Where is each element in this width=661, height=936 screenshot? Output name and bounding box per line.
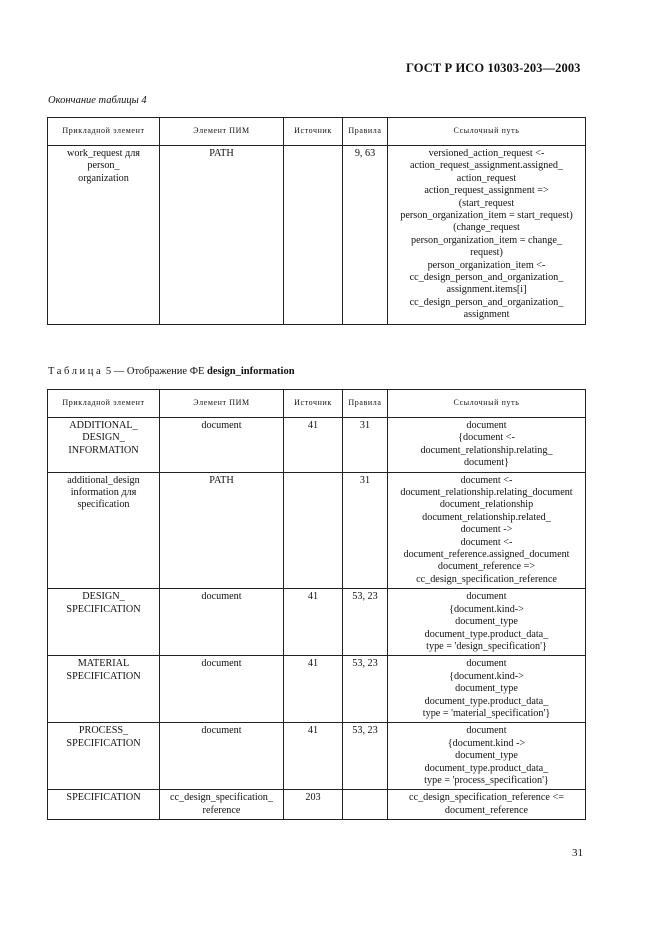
app-element-cell-line: PROCESS_ <box>78 725 129 737</box>
ref-path-cell <box>388 472 586 589</box>
app-element-cell <box>48 656 160 723</box>
ref-path-cell-line: document_type <box>455 750 518 762</box>
ref-path-cell-line: document} <box>463 457 510 469</box>
table-header-row <box>48 390 586 418</box>
rules-cell: 9, 63 <box>343 146 388 325</box>
ref-path-cell-line: document_type.product_data_ <box>424 762 549 774</box>
ref-path-cell-line: assignment <box>463 309 510 321</box>
col-header-source: Источник <box>284 118 343 146</box>
ref-path-cell-line: type = 'material_specification'} <box>422 707 551 719</box>
table-4 <box>47 117 586 325</box>
ref-path-cell-line: document_relationship.related_ <box>422 511 551 523</box>
app-element-cell-line: DESIGN_ <box>82 432 125 444</box>
table-row <box>48 723 586 790</box>
ref-path-cell-line: cc_design_person_and_organization_ <box>409 272 564 284</box>
table-5 <box>47 389 586 820</box>
ref-path-cell-line: document <box>466 420 507 431</box>
rules-cell: 31 <box>343 418 388 473</box>
app-element-cell-line: specification <box>77 499 130 511</box>
source-cell <box>284 472 343 589</box>
ref-path-cell-line: {document.kind-> <box>449 603 524 615</box>
ref-path-cell-line: document_reference.assigned_document <box>403 549 570 561</box>
rules-cell: 53, 23 <box>343 723 388 790</box>
ref-path-cell-line: document_relationship <box>439 499 534 511</box>
col-header-app-element: Прикладной элемент <box>48 390 160 418</box>
ref-path-cell-line: document_type <box>455 683 518 695</box>
ref-path-cell <box>388 146 586 325</box>
table5-caption-label: Таблица <box>48 366 104 377</box>
app-element-cell-line: SPECIFICATION <box>66 670 141 682</box>
pim-element-cell-line: document <box>201 725 242 737</box>
ref-path-cell-line: document_relationship.relating_document <box>400 487 573 499</box>
ref-path-cell-line: versioned_action_request <- <box>428 148 545 159</box>
table-row <box>48 656 586 723</box>
table-row <box>48 418 586 473</box>
ref-path-cell-line: document_relationship.relating_ <box>420 444 553 456</box>
pim-element-cell <box>160 472 284 589</box>
ref-path-cell-line: document -> <box>460 524 513 536</box>
app-element-cell-line: work_request для <box>67 148 140 159</box>
source-cell: 203 <box>284 790 343 820</box>
app-element-cell <box>48 723 160 790</box>
app-element-cell <box>48 418 160 473</box>
table5-caption-text: 5 — Отображение ФЕ <box>103 366 208 377</box>
app-element-cell-line: additional_design <box>67 474 140 486</box>
source-cell <box>284 146 343 325</box>
rules-cell <box>343 790 388 820</box>
col-header-ref-path: Ссылочный путь <box>388 390 586 418</box>
pim-element-cell <box>160 589 284 656</box>
ref-path-cell-line: document <box>466 591 507 603</box>
ref-path-cell-line: {document.kind -> <box>447 737 526 749</box>
table-header-row <box>48 118 586 146</box>
pim-element-cell-line: cc_design_specification_ <box>170 792 273 804</box>
rules-cell: 53, 23 <box>343 656 388 723</box>
ref-path-cell <box>388 418 586 473</box>
pim-element-cell-line: PATH <box>209 474 234 486</box>
ref-path-cell-line: (start_request <box>458 197 515 209</box>
page-number: 31 <box>572 847 583 859</box>
source-cell: 41 <box>284 589 343 656</box>
app-element-cell-line: MATERIAL <box>77 658 130 670</box>
ref-path-cell-line: action_request_assignment => <box>424 185 549 197</box>
ref-path-cell <box>388 656 586 723</box>
app-element-cell-line: SPECIFICATION <box>66 737 141 749</box>
ref-path-cell-line: document_type.product_data_ <box>424 628 549 640</box>
app-element-cell-line: SPECIFICATION <box>66 792 141 804</box>
ref-path-cell-line: document <box>466 725 507 737</box>
ref-path-cell-line: cc_design_specification_reference <box>416 573 557 585</box>
app-element-cell <box>48 790 160 820</box>
ref-path-cell-line: document_reference <box>444 804 529 816</box>
source-cell: 41 <box>284 656 343 723</box>
table-row <box>48 146 586 325</box>
pim-element-cell <box>160 723 284 790</box>
document-header: ГОСТ Р ИСО 10303-203—2003 <box>406 61 581 75</box>
table4-caption: Окончание таблицы 4 <box>48 95 147 106</box>
ref-path-cell-line: {document.kind-> <box>449 670 524 682</box>
pim-element-cell <box>160 146 284 325</box>
source-cell: 41 <box>284 418 343 473</box>
pim-element-cell <box>160 790 284 820</box>
ref-path-cell-line: document <- <box>460 536 513 548</box>
col-header-app-element: Прикладной элемент <box>48 118 160 146</box>
ref-path-cell-line: type = 'process_specification'} <box>424 774 549 786</box>
ref-path-cell-line: document_type.product_data_ <box>424 695 549 707</box>
col-header-ref-path: Ссылочный путь <box>388 118 586 146</box>
rules-cell: 53, 23 <box>343 589 388 656</box>
table5-caption <box>48 366 295 377</box>
app-element-cell-line: INFORMATION <box>68 444 139 456</box>
table-row <box>48 790 586 820</box>
ref-path-cell <box>388 723 586 790</box>
ref-path-cell-line: document <- <box>460 474 513 486</box>
app-element-cell <box>48 472 160 589</box>
app-element-cell-line: SPECIFICATION <box>66 603 141 615</box>
ref-path-cell-line: document <box>466 658 507 670</box>
ref-path-cell-line: request) <box>470 247 503 259</box>
col-header-pim-element: Элемент ПИМ <box>160 390 284 418</box>
ref-path-cell-line: action_request_assignment.assigned_ <box>409 160 564 172</box>
ref-path-cell-line: person_organization_item <- <box>427 259 546 271</box>
ref-path-cell-line: cc_design_specification_reference <= <box>409 792 564 804</box>
rules-cell: 31 <box>343 472 388 589</box>
app-element-cell-line: DESIGN_ <box>82 591 125 603</box>
app-element-cell <box>48 146 160 325</box>
ref-path-cell-line: person_organization_item = change_ <box>411 234 562 246</box>
table5-caption-entity: design_information <box>207 366 295 377</box>
ref-path-cell-line: action_request <box>456 172 517 184</box>
col-header-pim-element: Элемент ПИМ <box>160 118 284 146</box>
col-header-rules: Правила <box>343 390 388 418</box>
pim-element-cell-line: document <box>201 591 242 603</box>
app-element-cell-line: information для <box>70 487 137 499</box>
pim-element-cell-line: document <box>201 658 242 670</box>
ref-path-cell-line: person_organization_item = start_request) <box>400 210 573 222</box>
col-header-source: Источник <box>284 390 343 418</box>
pim-element-cell-line: reference <box>202 804 241 816</box>
table-row <box>48 589 586 656</box>
ref-path-cell-line: (change_request <box>453 222 520 234</box>
pim-element-cell <box>160 656 284 723</box>
ref-path-cell-line: {document <- <box>458 432 515 444</box>
ref-path-cell-line: type = 'design_specification'} <box>426 640 547 652</box>
app-element-cell-line: person_ <box>87 160 120 172</box>
app-element-cell <box>48 589 160 656</box>
pim-element-cell-line: document <box>201 420 242 431</box>
app-element-cell-line: organization <box>78 172 129 184</box>
pim-element-cell-line: PATH <box>209 148 234 159</box>
ref-path-cell <box>388 790 586 820</box>
ref-path-cell-line: assignment.items[i] <box>446 284 527 296</box>
col-header-rules: Правила <box>343 118 388 146</box>
pim-element-cell <box>160 418 284 473</box>
ref-path-cell <box>388 589 586 656</box>
source-cell: 41 <box>284 723 343 790</box>
ref-path-cell-line: cc_design_person_and_organization_ <box>409 296 564 308</box>
table-row <box>48 472 586 589</box>
ref-path-cell-line: document_reference => <box>437 561 536 573</box>
app-element-cell-line: ADDITIONAL_ <box>69 420 138 431</box>
ref-path-cell-line: document_type <box>455 616 518 628</box>
